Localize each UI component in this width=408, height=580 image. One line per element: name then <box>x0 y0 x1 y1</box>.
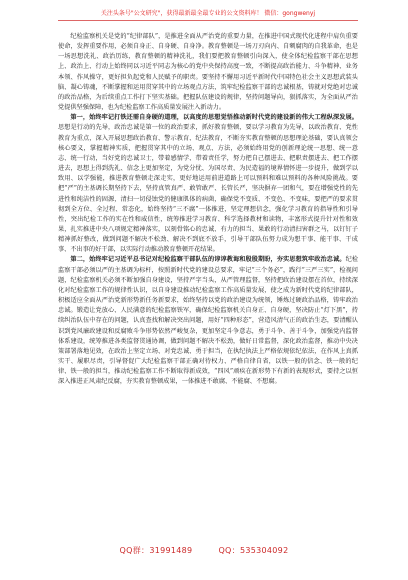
paragraph-intro: 纪检监察机关是党的“纪律部队”，是推进全面从严治党的重要力量，在推进中国式现代化进程中肩负重要使命，发挥重要作用，必须自身正、自身硬、自身净。教育整顿是一场刀刃向内、自剜腐肉的自我革命，也是一场思想洗礼、政治历练，教育整顿的精神洗礼，我们要把教育整顿引向深入，使全体纪检监察干部在思想上、政治上、行动上始终同以习近平同志为核心的党中央保持高度一致，不断提高政治能力、斗争精神、业务本领、作风操守，更好担负起党和人民赋予的职责。要坚持不懈用习近平新时代中国特色社会主义思想武装头脑、凝心铸魂，不断掌握和运用贯穿其中的立场观点方法，筑牢纪检监察干部的忠诚根基，铸就对党绝对忠诚的政治品格，为后续重点工作打下坚实基础。把握队伍建设的规律，坚持问题导向，狠抓落实，为全面从严治党提供坚强保障，也为纪检监察工作高质量发展注入新动力。 <box>58 33 358 112</box>
footer-qq-group: QQ群：31991489 <box>119 546 193 555</box>
page-footer <box>0 545 408 556</box>
section-two-body: 纪检监察干部必须以严的主基调为标杆，按照新时代党的建设总要求，牢记“三个务必”，践行“三严三实”，检视问题，纪检监察机关必须不断加强自身建设，坚持严字当头，从严管理监督，坚持把政治建设摆在首位，持续深化对纪检监察工作的规律性认识，以自身建设推动纪检监察工作高质量发展，使之成为新时代党的纪律部队，积极适应全面从严治党新形势新任务新要求，始终坚持以党的政治建设为统领，锤炼过硬政治品格，铸牢政治忠诚。锻造让党放心、人民满意的纪检监察铁军，确保纪检监察机关自身正、自身硬，坚决防止“灯下黑”，持续纠治队伍中存在的问题，认真查找和解决突出问题，用好“四种形态”，营造风清气正的政治生态，要清醒认识到党风廉政建设和反腐败斗争形势依然严峻复杂，更加坚定斗争意志，勇于斗争、善于斗争，加强党内监督体系建设，统筹推进各类监督贯通协调，做到问题不解决不松劲，做好日常监督，深化政治监督，推动中央决策部署落地见效，在政治上坚定立场、对党忠诚、勇于担当，在执纪执法上严格依规依纪依法，在作风上真抓实干、履职尽责，引导督促广大纪检监察干部正确对待权力、严格自律自省，以铁一般的信念、铁一般的纪律、铁一般的担当，推动纪检监察工作不断取得新成效，“四风”顽疾在新形势下有新的表现形式，要持之以恒深入推进正风肃纪反腐，夯实教育整顿成果，一体推进不敢腐、不能腐、不想腐。 <box>58 256 359 386</box>
page-header-banner: 关注头条号"公文研究"，获得最新最全最专业的公文资料库！ 微信：gongwenyj <box>100 10 316 17</box>
section-one-heading: 第一，始终牢记打铁还需自身硬的道理，以高度的思想觉悟推动新时代党的建设新的伟大工程纵深发展。 <box>70 114 358 122</box>
section-one <box>58 113 358 255</box>
section-two-heading: 第二，始终牢记习近平总书记对纪检监察干部队伍的谆谆教诲和殷殷期盼，夯实思想筑牢政治忠诚。 <box>70 256 346 264</box>
header-rule <box>58 20 358 21</box>
footer-qq: QQ：535304092 <box>218 546 289 555</box>
document-body <box>58 32 358 387</box>
section-one-body: 思想是行动的先导，政治忠诚是第一位的政治要求，抓好教育整顿，要以学习教育为先导，以政治教育、党性教育为重点，深入开展思想政治教育、警示教育、纪法教育，不断夯实教育整顿的思想理论基础，要认真领会核心要义，掌握精神实质，把握贯穿其中的立场、观点、方法，必须始终用党的创新理论统一思想、统一意志、统一行动，当好党的忠诚卫士，带着感情学、带着责任学，努力把自己摆进去、把职责摆进去、把工作摆进去，思想上得到洗礼、信念上更加坚定，为党分忧、为国尽责、为民造福的境界情怀进一步提升，做到学以致用、以学强能，推进教育整顿走深走实，更好地运用前进道路上可以预料和难以预料的各种风险挑战。要把“严”的主基调长期坚持下去，坚持真管真严、敢管敢严、长管长严，坚决摒弃一团和气，要在增强党性的先进性和纯洁性的固源，清扫一切侵蚀党的健康肌体的病菌，确保党不变质、不变色、不变味，要把严的要求贯彻到全方位、全过程、常态化，始终坚持“三不腐”一体推进，坚定理想信念，强化学习教育的指导性和引导性，突出纪检工作的实在性和威信性，统筹推进学习教育、科学选择教材和读物，丰富形式提升针对性和效果，扎实推进中央八项规定精神落实，以刻骨铭心的忠诚、有力的担当、果敢的行动清扫害群之马，以钉钉子精神抓好整改，做到问题不解决不松劲、解决不到底不放手，引导干部队伍努力成为想干事、能干事、干成事、不出事的好干部，以实际行动推动教育整顿开花结果。 <box>58 124 358 254</box>
section-two <box>58 255 358 387</box>
